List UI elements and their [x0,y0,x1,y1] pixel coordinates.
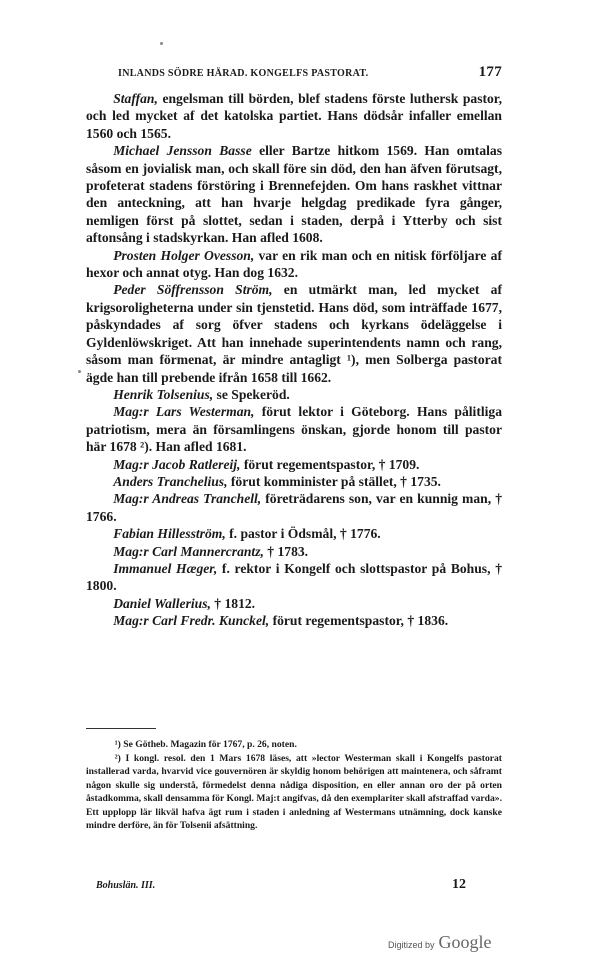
paragraph-text: eller Bartze hitkom 1569. Han omtalas såsom en jovialisk man, och skall före sin död, den han äfven förutsagt, profeterat stadens förstöring i Brennefejden. Om hans raskhet vittnar den anteckning, att han hvarje helgdag predikade fyra gånger, nemligen först på slottet, sedan i staden, derpå i Ytterby och sist aftonsång i stadskyrkan. Han afled 1608. [86,143,502,246]
paragraph [86,560,502,595]
google-logo: Google [438,932,492,952]
digitized-watermark [388,932,492,953]
paragraph [86,456,502,473]
running-header [118,64,502,81]
person-name: Peder Söffrensson Ström, [113,282,273,298]
running-title: INLANDS SÖDRE HÄRAD. KONGELFS PASTORAT. [118,68,369,79]
paragraph-text: en utmärkt man, led mycket af krigsoroligheterna under sin tjenstetid. Hans död, som inträffade 1677, påskyndades af sorg öfver stadens och kyrkans ödeläggelse i Gyldenlöwskriget. Att han innehade superintendents namn och rang, såsom man förmenat, är mindre antagligt ¹), men Solberga pastorat ägde han till prebende ifrån 1658 till 1662. [86,282,502,385]
paragraph-text: förut regementspastor, † 1709. [240,456,420,472]
person-name: Fabian Hillesström, [113,526,226,542]
paragraph-text: engelsman till börden, blef stadens förste luthersk pastor, och led mycket af det katolska partiet. Hans dödsår infaller emellan 1560 och 1565. [86,91,502,141]
paragraph-text: † 1783. [263,543,309,559]
person-name: Staffan, [113,91,158,106]
person-name: Mag:r Andreas Tranchell, [113,491,262,507]
page-number: 177 [478,64,502,80]
person-name: Daniel Wallerius, [113,595,211,611]
paragraph-text: var en rik man och en nitisk förföljare af hexor och annat otyg. Han dog 1632. [86,247,502,281]
signature-number: 12 [452,877,466,892]
signature-mark: Bohuslän. III. [96,880,156,891]
paragraph [86,543,502,560]
person-name: Michael Jensson Basse [113,143,252,159]
paragraph [86,490,502,525]
paragraph-text: f. pastor i Ödsmål, † 1776. [225,526,381,542]
person-name: Mag:r Carl Fredr. Kunckel, [113,613,270,629]
footnote: ²) I kongl. resol. den 1 Mars 1678 läses, att »lector Westerman skall i Kongelfs pastorat installerad varda, hvarvid vice gouvernören är skyldig honom behörigen att maintenera, och såframt någon skulle sig understå, förmedelst denna nådiga disposition, en eller annan oro der på orten åstadkomma, skall densamma för Kongl. Maj:t angifvas, då den exemplariter skall afstraffad varda». Ett upplopp lär likväl hafva ägt rum i staden i anledning af Westermans utnämning, dock kanske mindre derföre, än för Tolsenii afsättning. [86,752,502,831]
person-name: Mag:r Carl Mannercrantz, [113,543,264,559]
paragraph [86,247,502,282]
margin-speck [78,370,81,373]
paragraph [86,403,502,455]
paragraph-text: f. rektor i Kongelf och slottspastor på Bohus, † 1800. [86,560,502,594]
paragraph-text: se Spekeröd. [213,386,290,402]
person-name: Anders Tranchelius, [113,473,228,489]
paragraph [86,525,502,542]
digitized-label: Digitized by [388,940,435,950]
person-name: Prosten Holger Ovesson, [113,247,255,263]
paragraph [86,281,502,385]
signature-line [96,877,466,893]
paragraph-text: förut regementspastor, † 1836. [269,613,449,629]
person-name: Henrik Tolsenius, [113,386,214,402]
paragraph-text: förut komminister på stället, † 1735. [227,473,441,489]
paragraph [86,386,502,403]
footnote: ¹) Se Götheb. Magazin för 1767, p. 26, noten. [114,739,297,750]
paragraph [86,473,502,490]
paragraph [86,90,502,142]
margin-speck [160,42,163,45]
paragraph [86,595,502,612]
paragraph [86,612,502,629]
footnotes [86,738,502,833]
paragraph-text: † 1812. [210,595,256,611]
main-text [86,90,502,630]
person-name: Mag:r Jacob Ratlereij, [113,456,241,472]
person-name: Immanuel Hæger, [113,560,218,576]
paragraph [86,142,502,246]
footnote-divider [86,728,156,729]
paragraph-text: företrädarens son, var en kunnig man, † 1766. [86,491,502,524]
person-name: Mag:r Lars Westerman, [113,404,255,420]
paragraph-text: förut lektor i Göteborg. Hans pålitliga patriotism, mera än församlingens önskan, gjorde honom till pastor här 1678 ²). Han afled 1681. [86,404,503,455]
